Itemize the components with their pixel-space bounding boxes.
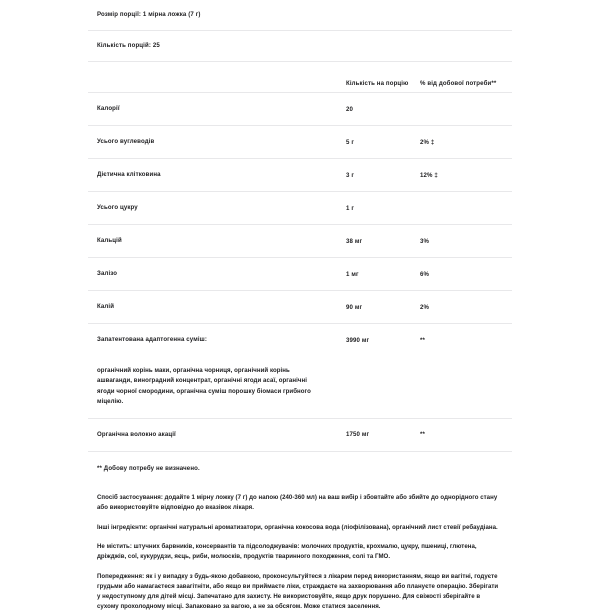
table-row <box>88 291 512 324</box>
nutrient-name: Калій <box>97 302 115 310</box>
nutrient-amount: 1 мг <box>346 270 359 278</box>
nutrient-amount: 1750 мг <box>346 431 370 439</box>
table-row <box>88 93 512 126</box>
nutrient-daily-value: 2% ‡ <box>420 138 435 146</box>
nutrient-amount: 3 г <box>346 171 354 179</box>
nutrient-daily-value: ** <box>420 431 425 439</box>
daily-value-footnote: ** Добову потребу не визначено. <box>97 464 200 472</box>
note-other-ingredients: Інші інгредієнти: органічні натуральні ароматизатори, органічна кокосова вода (ліофілізована), органічний лист стевії ребаудіана. <box>97 523 498 531</box>
nutrient-amount: 1 г <box>346 204 354 212</box>
column-header-daily-value: % від добової потреби** <box>420 80 497 87</box>
table-row <box>88 192 512 225</box>
servings-per-container-label: Кількість порцій: 25 <box>97 41 160 49</box>
nutrient-amount: 5 г <box>346 138 354 146</box>
table-row <box>88 126 512 159</box>
blend-description-block <box>88 357 512 419</box>
nutrient-amount: 20 <box>346 105 354 113</box>
product-notes <box>88 472 512 612</box>
nutrient-name: Залізо <box>97 269 118 277</box>
table-header-row <box>88 62 512 93</box>
blend-description-text: органічний корінь маки, органічна чорниця, органічний корінь ашваганди, виноградний концентрат, органічні ягоди асаї, органічні ягоди чорної смородини, органічна суміш порошку біомаси грибного міцелію. <box>97 367 311 406</box>
servings-per-container-row <box>88 31 512 62</box>
nutrient-amount: 38 мг <box>346 237 363 245</box>
nutrient-name: Усього цукру <box>97 203 138 211</box>
table-row <box>88 419 512 452</box>
nutrient-name: Органічна волокно акації <box>97 430 176 438</box>
table-row-proprietary-blend <box>88 324 512 357</box>
note-warning: Попередження: як і у випадку з будь-якою добавкою, проконсультуйтеся з лікарем перед використанням, якщо ви вагітні, годуєте грудьми або намагаєтеся завагітніти, або якщо ви приймаєте ліки, страждаєте на захворювання або плануєте операцію. Зберігати у недоступному для дітей місці. Запечатано для захисту. Не використовуйте, якщо друк порушено. Для свіжості зберігайте в сухому прохолодному місці. Запаковано за вагою, а не за обсягом. Може статися заселення. <box>97 573 499 610</box>
nutrient-name: Кальцій <box>97 236 122 244</box>
nutrient-daily-value: 3% <box>420 237 430 245</box>
column-header-amount: Кількість на порцію <box>346 80 409 87</box>
nutrient-daily-value: 12% ‡ <box>420 171 438 179</box>
nutrient-amount: 90 мг <box>346 303 363 311</box>
nutrient-amount: 3990 мг <box>346 337 370 344</box>
table-row <box>88 225 512 258</box>
nutrient-daily-value: ** <box>420 337 425 344</box>
nutrient-name: Усього вуглеводів <box>97 137 155 145</box>
serving-size-row <box>88 0 512 31</box>
nutrient-name: Дієтична клітковина <box>97 170 161 178</box>
note-free-from: Не містить: штучних барвників, консервантів та підсолоджувачів: молочних продуктів, крохмалю, цукру, пшениці, глютена, дріжджів, сої, кукурудзи, яєць, риби, молюсків, продуктів тваринного походження, солі та ГМО. <box>97 543 477 561</box>
table-row <box>88 159 512 192</box>
serving-size-label: Розмір порції: 1 мірна ложка (7 г) <box>97 10 201 18</box>
nutrient-daily-value: 2% <box>420 303 430 311</box>
nutrient-name: Запатентована адаптогенна суміш: <box>97 336 208 344</box>
nutrient-daily-value: 6% <box>420 270 430 278</box>
nutrient-name: Калорії <box>97 104 120 112</box>
table-row <box>88 258 512 291</box>
note-directions: Спосіб застосування: додайте 1 мірну ложку (7 г) до напою (240-360 мл) на ваш вибір і збовтайте або збийте до однорідного стану або використовуйте відповідно до вказівок лікаря. <box>97 493 498 511</box>
